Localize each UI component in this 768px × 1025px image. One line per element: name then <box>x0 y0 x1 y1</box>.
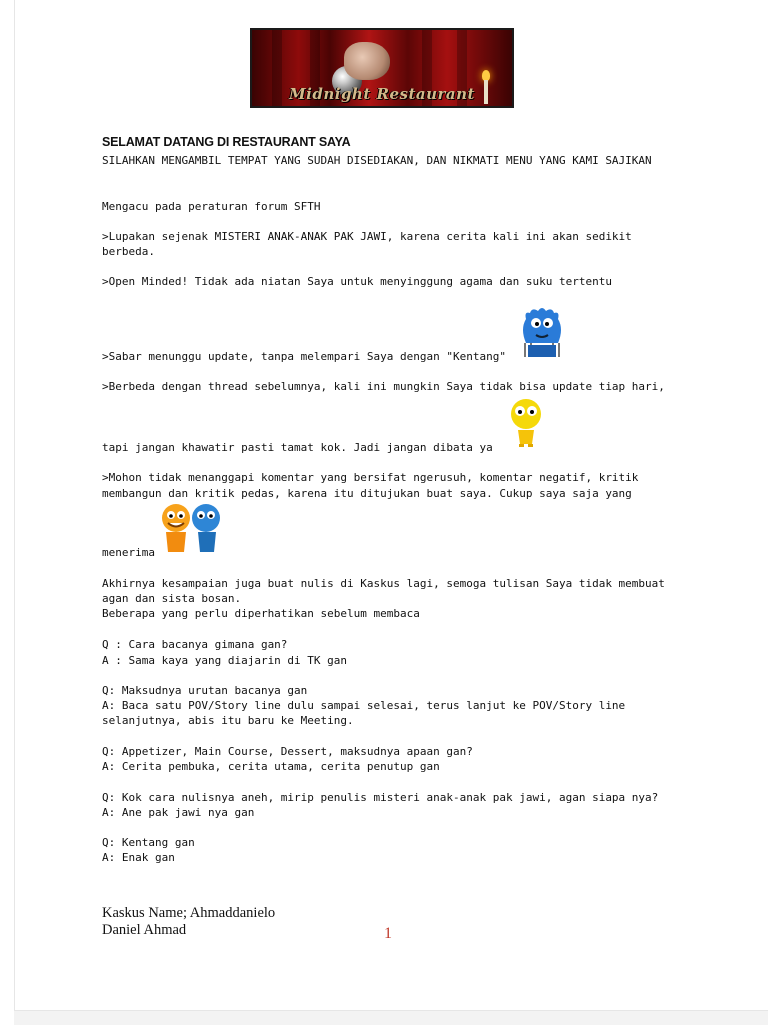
closing-line-2: agan dan sista bosan. <box>102 592 242 605</box>
closing-line-3: Beberapa yang perlu diperhatikan sebelum membaca <box>102 607 420 620</box>
closing-line-1: Akhirnya kesampaian juga buat nulis di Kaskus lagi, semoga tulisan Saya tidak membuat <box>102 577 665 590</box>
rule-4-line-1: >Berbeda dengan thread sebelumnya, kali ini mungkin Saya tidak bisa update tiap hari, <box>102 380 665 393</box>
faq-question: Q: Kentang gan <box>102 836 195 849</box>
faq-question: Q: Appetizer, Main Course, Dessert, maksudnya apaan gan? <box>102 745 473 758</box>
rule-1-line-2: berbeda. <box>102 245 155 258</box>
faq-answer: A: Cerita pembuka, cerita utama, cerita penutup gan <box>102 760 440 773</box>
banner-caption: Midnight Restaurant <box>289 85 475 103</box>
faq-question: Q: Kok cara nulisnya aneh, mirip penulis misteri anak-anak pak jawi, agan siapa nya? <box>102 791 659 804</box>
footer-author: Daniel Ahmad <box>102 922 187 938</box>
orange-blue-pair-emoticon-icon <box>158 502 226 556</box>
rule-4-line-2: tapi jangan khawatir pasti tamat kok. Jadi jangan dibata ya <box>102 441 493 454</box>
yellow-smiley-emoticon-icon <box>506 398 546 448</box>
rule-5-line-2: membangun dan kritik pedas, karena itu ditujukan buat saya. Cukup saya saja yang <box>102 487 632 500</box>
rule-2: >Open Minded! Tidak ada niatan Saya untuk menyinggung agama dan suku tertentu <box>102 275 612 288</box>
page-left-edge <box>14 0 15 1010</box>
blue-monster-emoticon-icon <box>520 305 564 359</box>
rule-5-line-3: menerima <box>102 546 155 559</box>
page-number: 1 <box>384 925 392 942</box>
rule-3: >Sabar menunggu update, tanpa melempari Saya dengan "Kentang" <box>102 350 506 363</box>
page-bottom-edge <box>14 1010 768 1025</box>
rule-1-line-1: >Lupakan sejenak MISTERI ANAK-ANAK PAK JAWI, karena cerita kali ini akan sedikit <box>102 230 632 243</box>
page-title: SELAMAT DATANG DI RESTAURANT SAYA <box>102 135 351 149</box>
faq-answer: A: Ane pak jawi nya gan <box>102 806 255 819</box>
faq-answer: A: Baca satu POV/Story line dulu sampai selesai, terus lanjut ke POV/Story line <box>102 699 626 712</box>
hand-icon <box>344 42 390 80</box>
rules-intro: Mengacu pada peraturan forum SFTH <box>102 200 321 213</box>
footer-kaskus-name: Kaskus Name; Ahmaddanielo <box>102 905 276 921</box>
restaurant-banner <box>250 28 514 108</box>
page-subtitle: SILAHKAN MENGAMBIL TEMPAT YANG SUDAH DISEDIAKAN, DAN NIKMATI MENU YANG KAMI SAJIKAN <box>102 154 652 167</box>
faq-answer-continued: selanjutnya, abis itu baru ke Meeting. <box>102 714 354 727</box>
faq-question: Q : Cara bacanya gimana gan? <box>102 638 288 651</box>
faq-answer: A : Sama kaya yang diajarin di TK gan <box>102 654 348 667</box>
faq-question: Q: Maksudnya urutan bacanya gan <box>102 684 308 697</box>
rule-5-line-1: >Mohon tidak menanggapi komentar yang bersifat ngerusuh, komentar negatif, kritik <box>102 471 639 484</box>
faq-answer: A: Enak gan <box>102 851 175 864</box>
